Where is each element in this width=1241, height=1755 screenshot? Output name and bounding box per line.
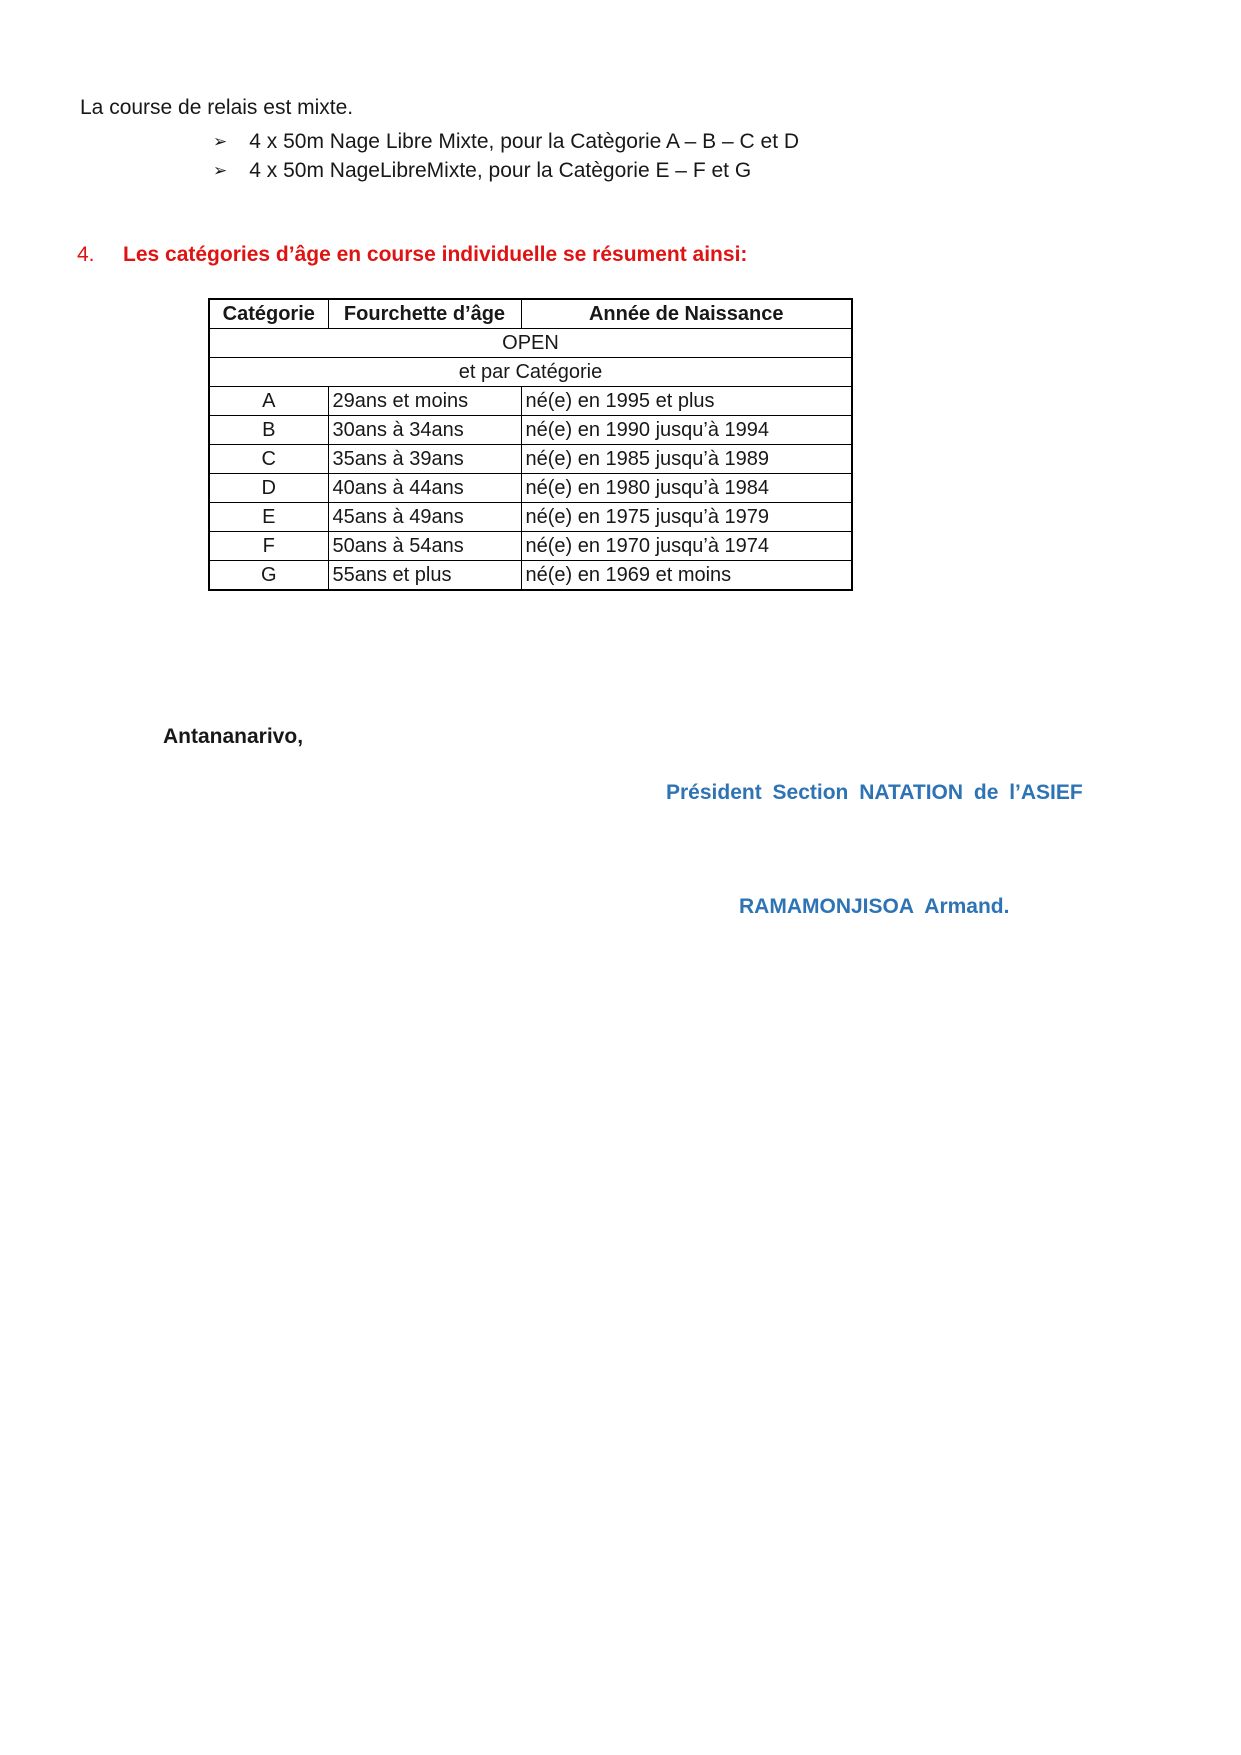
cell-age-range: 40ans à 44ans xyxy=(328,474,521,503)
cell-category: F xyxy=(209,532,328,561)
cell-category: D xyxy=(209,474,328,503)
signature-title: Président Section NATATION de l’ASIEF xyxy=(666,781,1083,804)
cell-birth-year: né(e) en 1990 jusqu’à 1994 xyxy=(521,416,852,445)
age-categories-table xyxy=(208,298,853,591)
span-row-label: et par Catégorie xyxy=(209,358,852,387)
column-header-fourchette: Fourchette d’âge xyxy=(328,299,521,329)
city-line: Antananarivo, xyxy=(163,725,304,748)
cell-category: B xyxy=(209,416,328,445)
cell-category: C xyxy=(209,445,328,474)
cell-birth-year: né(e) en 1980 jusqu’à 1984 xyxy=(521,474,852,503)
signature-name: RAMAMONJISOA Armand. xyxy=(739,895,1010,918)
cell-birth-year: né(e) en 1985 jusqu’à 1989 xyxy=(521,445,852,474)
column-header-categorie: Catégorie xyxy=(209,299,328,329)
cell-birth-year: né(e) en 1970 jusqu’à 1974 xyxy=(521,532,852,561)
table-row xyxy=(209,474,852,503)
table-header-row xyxy=(209,299,852,329)
table-span-row-par-categorie xyxy=(209,358,852,387)
bullet-item xyxy=(213,129,799,156)
bullet-item xyxy=(213,158,751,185)
arrow-bullet-icon: ➢ xyxy=(213,161,228,180)
bullet-text: 4 x 50m Nage Libre Mixte, pour la Catègorie A – B – C et D xyxy=(249,130,800,153)
cell-age-range: 30ans à 34ans xyxy=(328,416,521,445)
cell-category: A xyxy=(209,387,328,416)
table-row xyxy=(209,416,852,445)
cell-age-range: 50ans à 54ans xyxy=(328,532,521,561)
cell-age-range: 35ans à 39ans xyxy=(328,445,521,474)
table-row xyxy=(209,445,852,474)
section-heading xyxy=(77,243,747,267)
cell-birth-year: né(e) en 1969 et moins xyxy=(521,561,852,591)
cell-birth-year: né(e) en 1975 jusqu’à 1979 xyxy=(521,503,852,532)
cell-category: E xyxy=(209,503,328,532)
section-number: 4. xyxy=(77,243,95,266)
arrow-bullet-icon: ➢ xyxy=(213,132,228,151)
cell-birth-year: né(e) en 1995 et plus xyxy=(521,387,852,416)
cell-age-range: 45ans à 49ans xyxy=(328,503,521,532)
table-row xyxy=(209,561,852,591)
table-row xyxy=(209,503,852,532)
cell-category: G xyxy=(209,561,328,591)
table-row xyxy=(209,387,852,416)
intro-paragraph: La course de relais est mixte. xyxy=(80,96,354,119)
table-span-row-open xyxy=(209,329,852,358)
table-row xyxy=(209,532,852,561)
bullet-text: 4 x 50m NageLibreMixte, pour la Catègorie E – F et G xyxy=(249,159,752,182)
cell-age-range: 55ans et plus xyxy=(328,561,521,591)
span-row-label: OPEN xyxy=(209,329,852,358)
cell-age-range: 29ans et moins xyxy=(328,387,521,416)
column-header-annee: Année de Naissance xyxy=(521,299,852,329)
section-title: Les catégories d’âge en course individuelle se résument ainsi: xyxy=(123,243,748,266)
